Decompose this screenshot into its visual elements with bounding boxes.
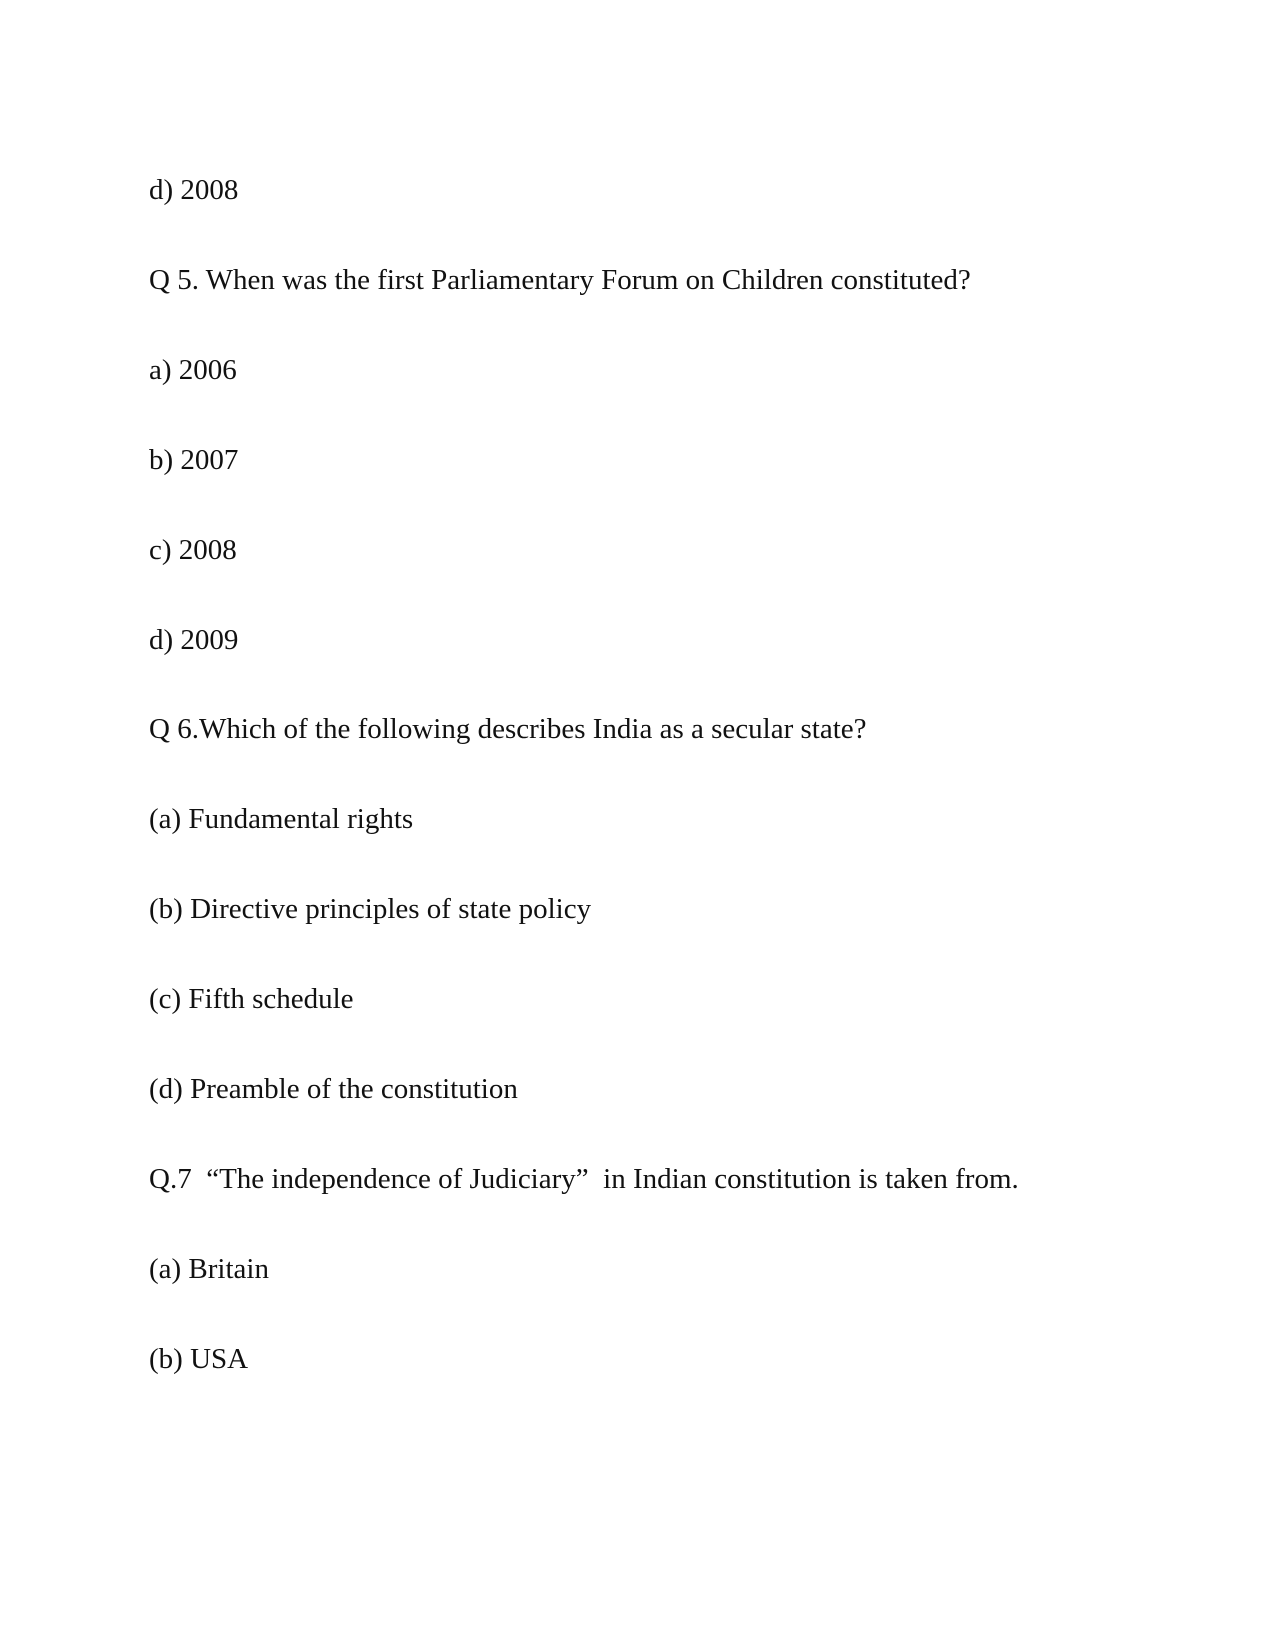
option-d-q4: d) 2008 (149, 174, 239, 206)
option-b-q6: (b) Directive principles of state policy (149, 893, 592, 925)
question-6: Q 6.Which of the following describes India as a secular state? (149, 713, 867, 745)
option-c-q5: c) 2008 (149, 534, 237, 566)
option-a-q5: a) 2006 (149, 354, 237, 386)
question-7: Q.7 “The independence of Judiciary” in Indian constitution is taken from. (149, 1163, 1019, 1195)
option-a-q6: (a) Fundamental rights (149, 803, 414, 835)
question-5: Q 5. When was the first Parliamentary Forum on Children constituted? (149, 264, 971, 296)
option-c-q6: (c) Fifth schedule (149, 983, 354, 1015)
option-a-q7: (a) Britain (149, 1253, 269, 1285)
option-d-q5: d) 2009 (149, 624, 239, 656)
option-d-q6: (d) Preamble of the constitution (149, 1073, 518, 1105)
option-b-q7: (b) USA (149, 1343, 249, 1375)
option-b-q5: b) 2007 (149, 444, 239, 476)
